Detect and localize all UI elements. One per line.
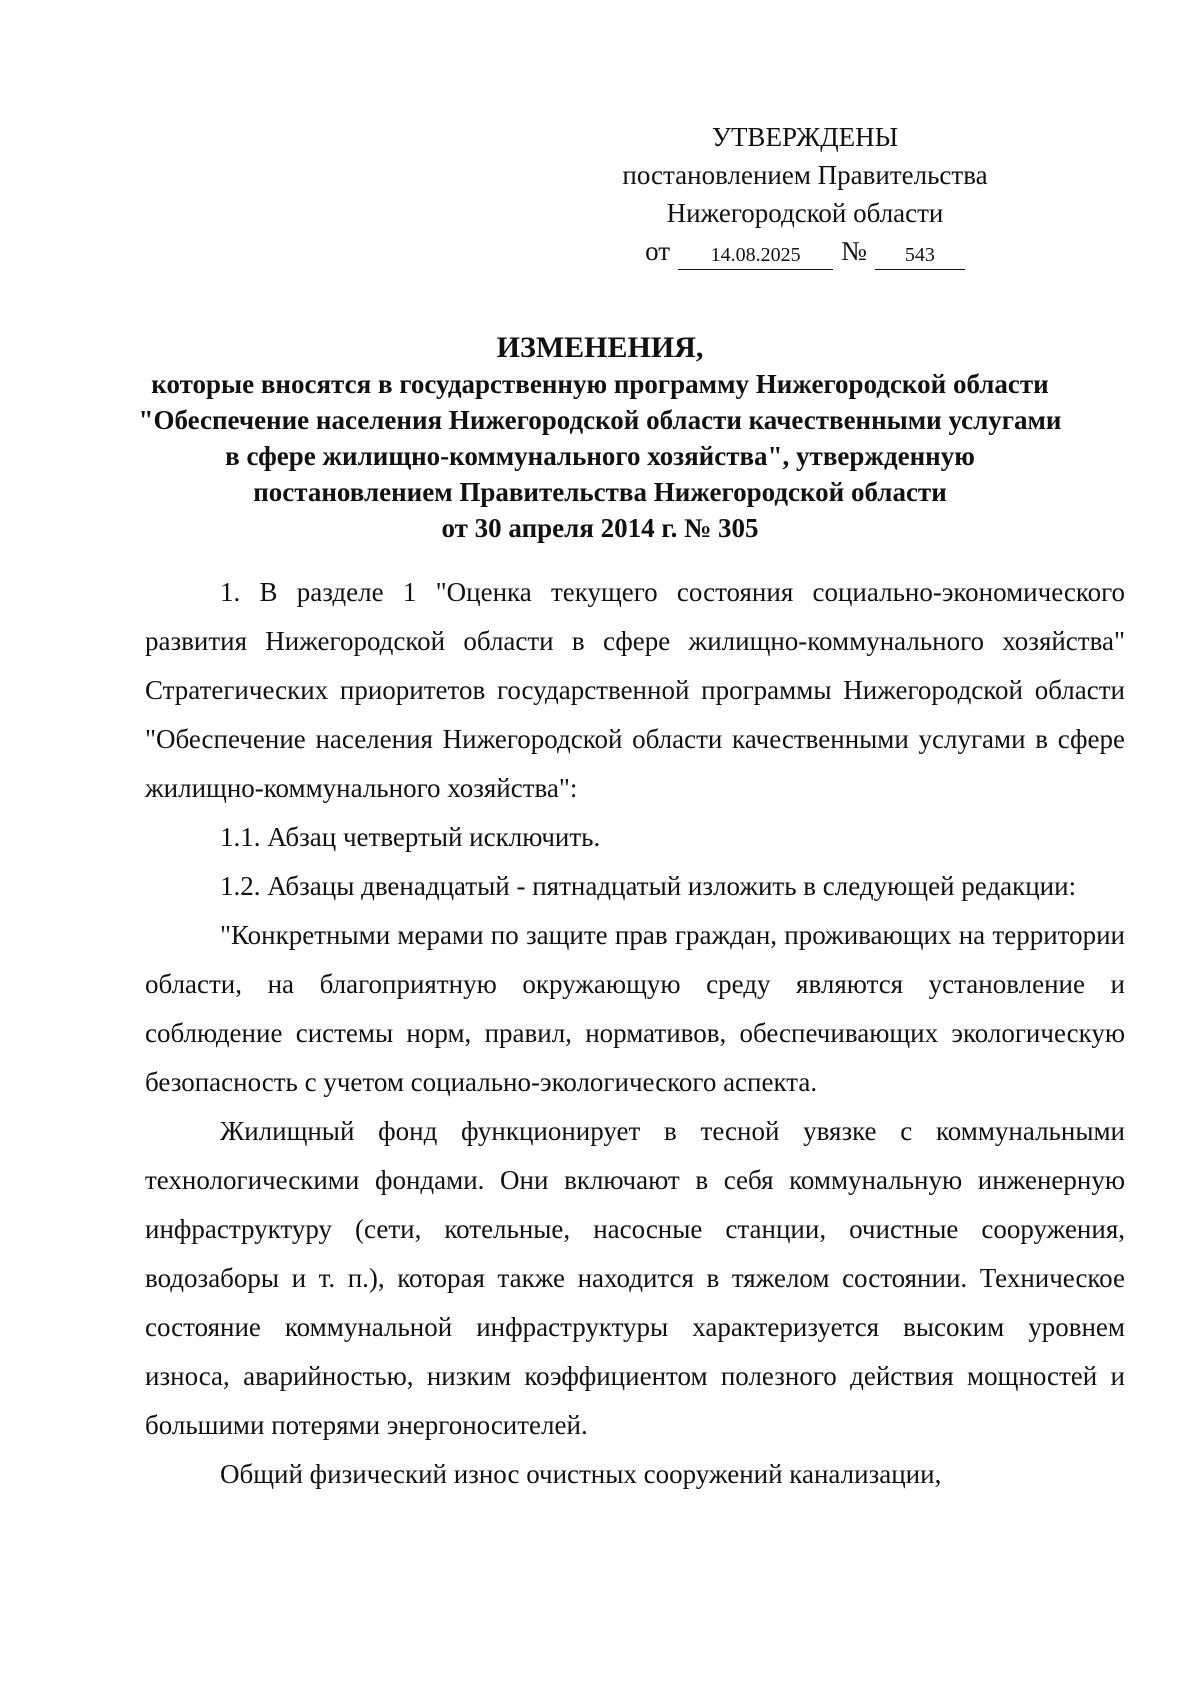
- document-title-line: которые вносятся в государственную программу Нижегородской области: [151, 369, 1049, 399]
- number-prefix: №: [841, 236, 867, 266]
- document-title-line: "Обеспечение населения Нижегородской области качественными услугами: [138, 405, 1062, 435]
- date-prefix: от: [645, 236, 671, 266]
- document-title-line: постановлением Правительства Нижегородской области: [253, 477, 947, 507]
- approval-block: [545, 118, 1065, 270]
- approval-title: УТВЕРЖДЕНЫ: [711, 122, 899, 152]
- document-heading: ИЗМЕНЕНИЯ,: [496, 331, 704, 364]
- paragraph: "Конкретными мерами по защите прав граждан, проживающих на территории области, на благоприятную окружающую среду являются установление и соблюдение системы норм, правил, нормативов, обеспечивающих экологическую безопасность с учетом социально-экологического аспекта.: [145, 920, 1125, 1097]
- paragraph: 1.2. Абзацы двенадцатый - пятнадцатый изложить в следующей редакции:: [220, 871, 1077, 901]
- approval-date: 14.08.2025: [678, 241, 833, 270]
- paragraph: 1.1. Абзац четвертый исключить.: [220, 822, 601, 852]
- approval-date-line: [545, 232, 1065, 270]
- document-title: [130, 330, 1070, 546]
- paragraph: 1. В разделе 1 "Оценка текущего состояния социально-экономического развития Нижегородской области в сфере жилищно-коммунального хозяйства" Стратегических приоритетов государственной программы Нижегородской области "Обеспечение населения Нижегородской области качественными услугами в сфере жилищно-коммунального хозяйства":: [145, 577, 1125, 803]
- document-title-line: в сфере жилищно-коммунального хозяйства", утвержденную: [225, 441, 975, 471]
- document-title-line: от 30 апреля 2014 г. № 305: [441, 513, 759, 543]
- approval-line-2: Нижегородской области: [666, 198, 944, 228]
- paragraph: Жилищный фонд функционирует в тесной увязке с коммунальными технологическими фондами. Они включают в себя коммунальную инженерную инфраструктуру (сети, котельные, насосные станции, очистные сооружения, водозаборы и т. п.), которая также находится в тяжелом состоянии. Техническое состояние коммунальной инфраструктуры характеризуется высоким уровнем износа, аварийностью, низким коэффициентом полезного действия мощностей и большими потерями энергоносителей.: [145, 1116, 1125, 1440]
- document-body: [145, 568, 1125, 1499]
- paragraph: Общий физический износ очистных сооружений канализации,: [220, 1459, 942, 1489]
- approval-line-1: постановлением Правительства: [622, 160, 988, 190]
- approval-number: 543: [875, 241, 965, 270]
